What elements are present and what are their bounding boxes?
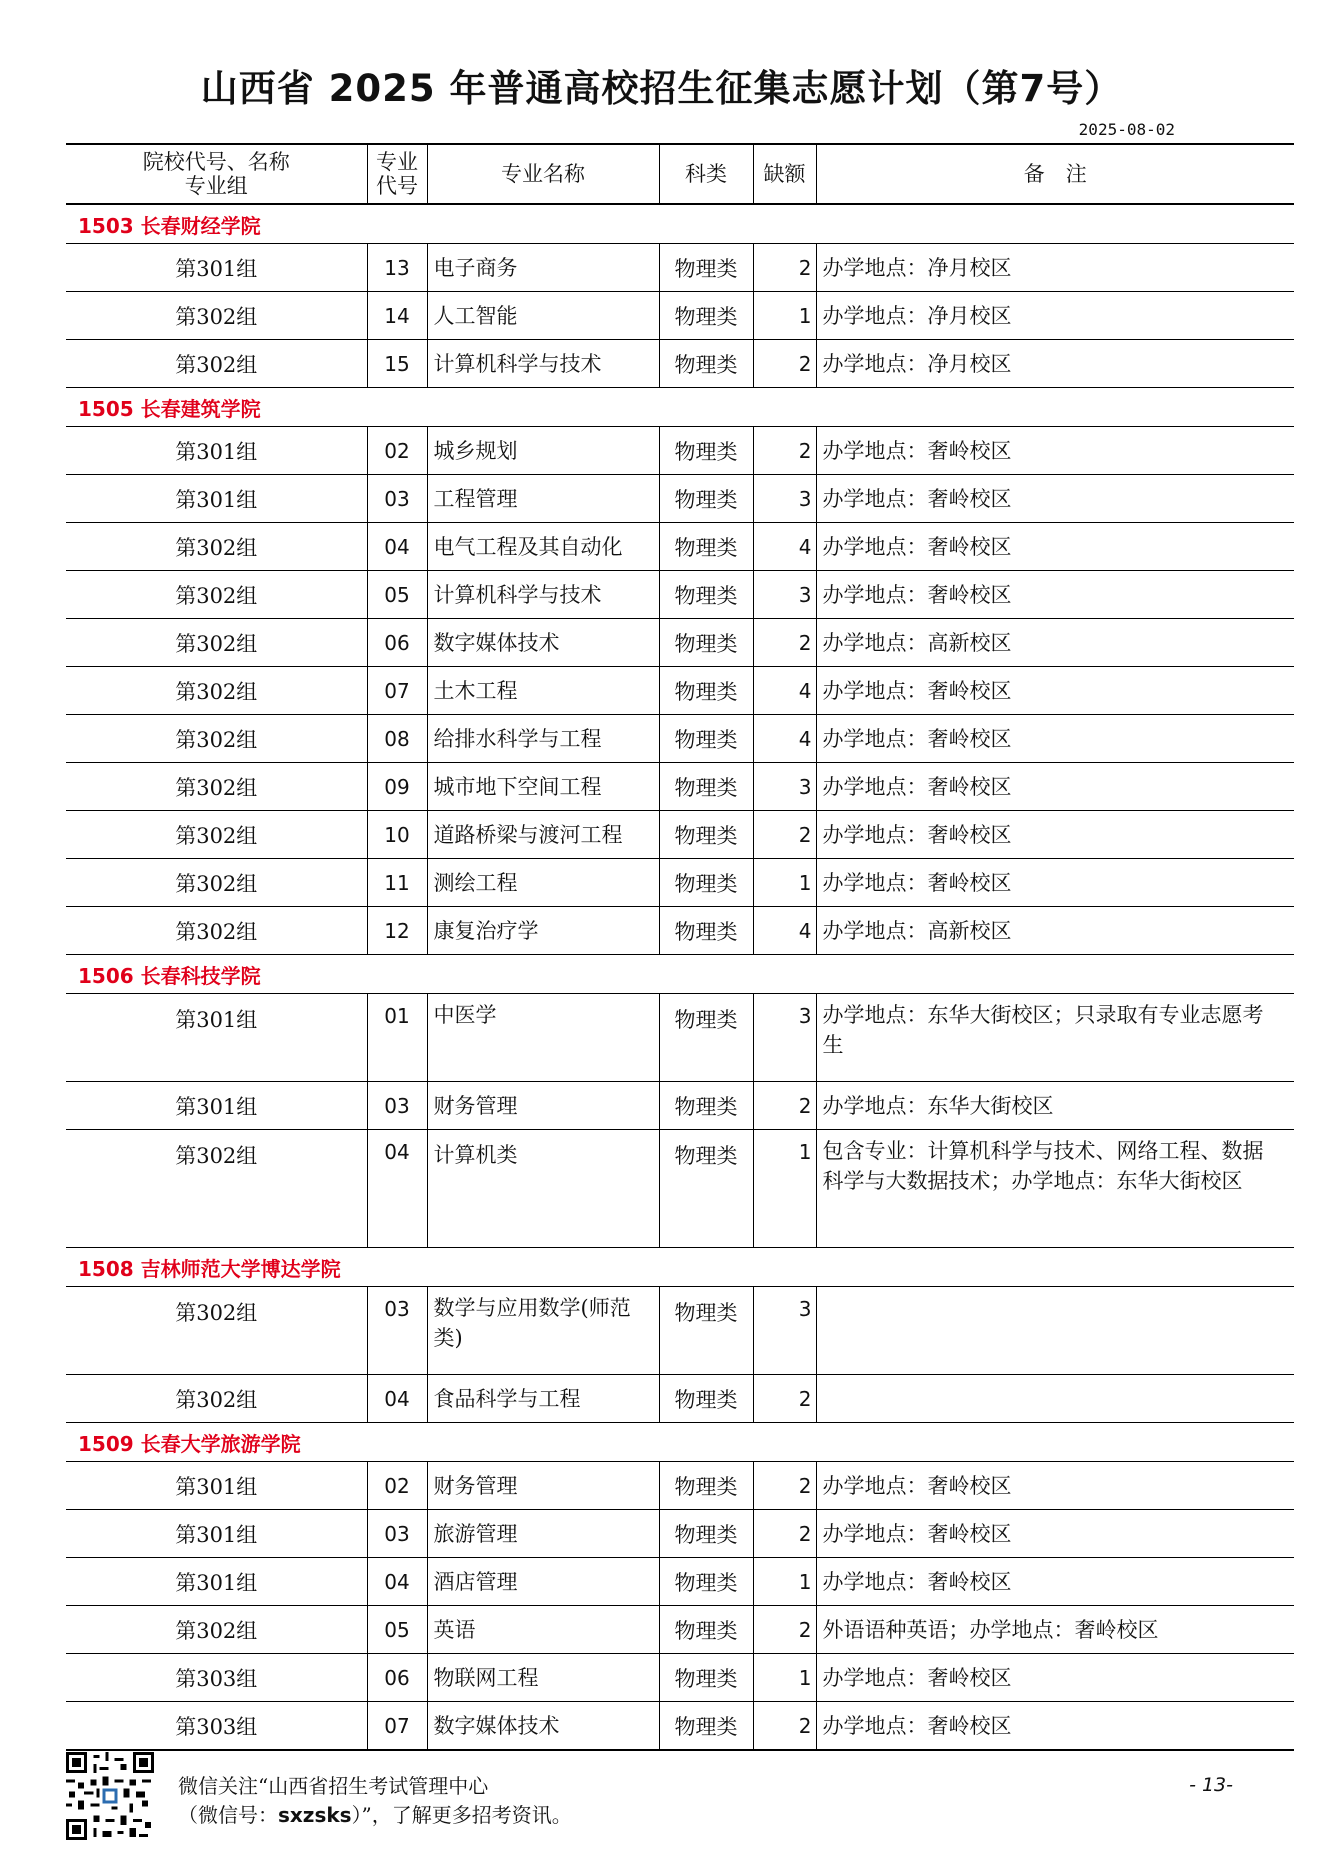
major-code-cell: 02 xyxy=(367,427,427,475)
major-name-cell: 数学与应用数学(师范类) xyxy=(427,1287,659,1375)
note-cell: 办学地点：奢岭校区 xyxy=(816,1462,1294,1510)
subject-type-cell: 物理类 xyxy=(659,1462,753,1510)
major-code-cell: 14 xyxy=(367,292,427,340)
major-code-cell: 06 xyxy=(367,1654,427,1702)
table-row xyxy=(66,1130,1294,1248)
subject-type-cell: 物理类 xyxy=(659,292,753,340)
group-cell: 第303组 xyxy=(66,1654,367,1702)
wechat-id: sxzsks xyxy=(278,1803,352,1827)
quota-cell: 2 xyxy=(753,1606,816,1654)
table-header-row xyxy=(66,144,1294,204)
quota-cell: 3 xyxy=(753,475,816,523)
quota-cell: 3 xyxy=(753,571,816,619)
subject-type-cell: 物理类 xyxy=(659,811,753,859)
school-name: 1503 长春财经学院 xyxy=(66,204,1294,244)
table-row xyxy=(66,244,1294,292)
group-cell: 第302组 xyxy=(66,1375,367,1423)
major-code-cell: 04 xyxy=(367,1130,427,1248)
note-cell xyxy=(816,1287,1294,1375)
group-cell: 第302组 xyxy=(66,811,367,859)
table-row xyxy=(66,811,1294,859)
table-row xyxy=(66,1375,1294,1423)
school-name: 1509 长春大学旅游学院 xyxy=(66,1423,1294,1462)
subject-type-cell: 物理类 xyxy=(659,1702,753,1750)
school-name: 1508 吉林师范大学博达学院 xyxy=(66,1248,1294,1287)
subject-type-cell: 物理类 xyxy=(659,1558,753,1606)
table-row xyxy=(66,571,1294,619)
table-row xyxy=(66,715,1294,763)
quota-cell: 4 xyxy=(753,715,816,763)
table-row xyxy=(66,667,1294,715)
quota-cell: 2 xyxy=(753,1702,816,1750)
subject-type-cell: 物理类 xyxy=(659,763,753,811)
major-code-cell: 15 xyxy=(367,340,427,388)
table-row xyxy=(66,1510,1294,1558)
major-code-cell: 07 xyxy=(367,1702,427,1750)
note-cell: 办学地点：奢岭校区 xyxy=(816,475,1294,523)
group-cell: 第301组 xyxy=(66,427,367,475)
table-row xyxy=(66,859,1294,907)
header-code-line1: 专业 xyxy=(376,149,418,174)
subject-type-cell: 物理类 xyxy=(659,1130,753,1248)
quota-cell: 2 xyxy=(753,244,816,292)
group-cell: 第302组 xyxy=(66,859,367,907)
group-cell: 第301组 xyxy=(66,244,367,292)
quota-cell: 2 xyxy=(753,811,816,859)
major-code-cell: 03 xyxy=(367,1510,427,1558)
group-cell: 第302组 xyxy=(66,619,367,667)
major-code-cell: 07 xyxy=(367,667,427,715)
note-cell: 办学地点：奢岭校区 xyxy=(816,1702,1294,1750)
quota-cell: 2 xyxy=(753,1462,816,1510)
table-bottom-rule xyxy=(66,1749,1294,1751)
quota-cell: 2 xyxy=(753,340,816,388)
note-cell xyxy=(816,1375,1294,1423)
page-title: 山西省 2025 年普通高校招生征集志愿计划（第7号） xyxy=(200,67,1123,110)
plan-table xyxy=(66,143,1294,1750)
major-code-cell: 09 xyxy=(367,763,427,811)
quota-cell: 2 xyxy=(753,1510,816,1558)
table-row xyxy=(66,907,1294,955)
major-code-cell: 11 xyxy=(367,859,427,907)
group-cell: 第302组 xyxy=(66,292,367,340)
group-cell: 第302组 xyxy=(66,907,367,955)
quota-cell: 1 xyxy=(753,292,816,340)
school-heading-row xyxy=(66,1423,1294,1462)
major-name-cell: 城市地下空间工程 xyxy=(427,763,659,811)
quota-cell: 2 xyxy=(753,427,816,475)
major-name-cell: 工程管理 xyxy=(427,475,659,523)
subject-type-cell: 物理类 xyxy=(659,1375,753,1423)
table-row xyxy=(66,1558,1294,1606)
note-cell: 办学地点：东华大街校区；只录取有专业志愿考生 xyxy=(816,994,1294,1082)
table-row xyxy=(66,340,1294,388)
note-cell: 办学地点：奢岭校区 xyxy=(816,811,1294,859)
subject-type-cell: 物理类 xyxy=(659,571,753,619)
major-code-cell: 10 xyxy=(367,811,427,859)
subject-type-cell: 物理类 xyxy=(659,244,753,292)
note-cell: 办学地点：净月校区 xyxy=(816,340,1294,388)
table-row xyxy=(66,292,1294,340)
major-name-cell: 计算机科学与技术 xyxy=(427,340,659,388)
page-number: - 13- xyxy=(1189,1774,1233,1796)
group-cell: 第302组 xyxy=(66,1606,367,1654)
group-cell: 第301组 xyxy=(66,1558,367,1606)
school-name: 1505 长春建筑学院 xyxy=(66,388,1294,427)
major-code-cell: 02 xyxy=(367,1462,427,1510)
major-name-cell: 人工智能 xyxy=(427,292,659,340)
major-code-cell: 12 xyxy=(367,907,427,955)
note-cell: 办学地点：东华大街校区 xyxy=(816,1082,1294,1130)
group-cell: 第302组 xyxy=(66,667,367,715)
major-name-cell: 物联网工程 xyxy=(427,1654,659,1702)
subject-type-cell: 物理类 xyxy=(659,1510,753,1558)
school-heading-row xyxy=(66,1248,1294,1287)
major-name-cell: 计算机类 xyxy=(427,1130,659,1248)
footer-line2-suffix: ）”，了解更多招考资讯。 xyxy=(351,1803,572,1827)
major-name-cell: 财务管理 xyxy=(427,1082,659,1130)
note-cell: 办学地点：奢岭校区 xyxy=(816,427,1294,475)
subject-type-cell: 物理类 xyxy=(659,1606,753,1654)
group-cell: 第303组 xyxy=(66,1702,367,1750)
table-row xyxy=(66,994,1294,1082)
subject-type-cell: 物理类 xyxy=(659,859,753,907)
group-cell: 第302组 xyxy=(66,715,367,763)
major-name-cell: 电气工程及其自动化 xyxy=(427,523,659,571)
subject-type-cell: 物理类 xyxy=(659,715,753,763)
major-code-cell: 13 xyxy=(367,244,427,292)
major-name-cell: 给排水科学与工程 xyxy=(427,715,659,763)
subject-type-cell: 物理类 xyxy=(659,1082,753,1130)
major-name-cell: 电子商务 xyxy=(427,244,659,292)
footer-wechat-notice xyxy=(178,1772,572,1830)
note-cell: 外语语种英语；办学地点：奢岭校区 xyxy=(816,1606,1294,1654)
header-code xyxy=(367,144,427,204)
table-row xyxy=(66,1082,1294,1130)
group-cell: 第301组 xyxy=(66,475,367,523)
footer-line2-prefix: （微信号： xyxy=(178,1803,278,1827)
school-heading-row xyxy=(66,955,1294,994)
subject-type-cell: 物理类 xyxy=(659,340,753,388)
note-cell: 办学地点：高新校区 xyxy=(816,619,1294,667)
table-row xyxy=(66,475,1294,523)
quota-cell: 2 xyxy=(753,1375,816,1423)
group-cell: 第302组 xyxy=(66,571,367,619)
subject-type-cell: 物理类 xyxy=(659,667,753,715)
note-cell: 办学地点：净月校区 xyxy=(816,292,1294,340)
header-code-line2: 代号 xyxy=(376,174,418,198)
major-name-cell: 酒店管理 xyxy=(427,1558,659,1606)
major-name-cell: 康复治疗学 xyxy=(427,907,659,955)
major-name-cell: 道路桥梁与渡河工程 xyxy=(427,811,659,859)
note-cell: 包含专业：计算机科学与技术、网络工程、数据科学与大数据技术；办学地点：东华大街校区 xyxy=(816,1130,1294,1248)
note-cell: 办学地点：奢岭校区 xyxy=(816,667,1294,715)
major-code-cell: 04 xyxy=(367,1375,427,1423)
table-row xyxy=(66,427,1294,475)
group-cell: 第302组 xyxy=(66,340,367,388)
header-school-line1: 院校代号、名称 xyxy=(142,149,290,174)
quota-cell: 3 xyxy=(753,763,816,811)
quota-cell: 3 xyxy=(753,1287,816,1375)
note-cell: 办学地点：高新校区 xyxy=(816,907,1294,955)
quota-cell: 4 xyxy=(753,907,816,955)
major-name-cell: 土木工程 xyxy=(427,667,659,715)
header-school-line2: 专业组 xyxy=(184,174,248,198)
quota-cell: 2 xyxy=(753,1082,816,1130)
group-cell: 第302组 xyxy=(66,523,367,571)
group-cell: 第302组 xyxy=(66,1130,367,1248)
group-cell: 第301组 xyxy=(66,1510,367,1558)
header-school xyxy=(66,144,367,204)
note-cell: 办学地点：奢岭校区 xyxy=(816,763,1294,811)
note-cell: 办学地点：奢岭校区 xyxy=(816,859,1294,907)
subject-type-cell: 物理类 xyxy=(659,994,753,1082)
note-cell: 办学地点：奢岭校区 xyxy=(816,715,1294,763)
major-name-cell: 计算机科学与技术 xyxy=(427,571,659,619)
footer-line2 xyxy=(178,1801,572,1830)
subject-type-cell: 物理类 xyxy=(659,1654,753,1702)
group-cell: 第301组 xyxy=(66,1462,367,1510)
school-heading-row xyxy=(66,204,1294,244)
subject-type-cell: 物理类 xyxy=(659,619,753,667)
major-code-cell: 05 xyxy=(367,1606,427,1654)
major-name-cell: 中医学 xyxy=(427,994,659,1082)
major-code-cell: 03 xyxy=(367,1082,427,1130)
footer-line1: 微信关注“山西省招生考试管理中心 xyxy=(178,1774,489,1798)
subject-type-cell: 物理类 xyxy=(659,1287,753,1375)
table-row xyxy=(66,619,1294,667)
header-type: 科类 xyxy=(659,144,753,204)
note-cell: 办学地点：奢岭校区 xyxy=(816,1558,1294,1606)
major-name-cell: 旅游管理 xyxy=(427,1510,659,1558)
quota-cell: 1 xyxy=(753,859,816,907)
major-code-cell: 08 xyxy=(367,715,427,763)
school-heading-row xyxy=(66,388,1294,427)
major-name-cell: 测绘工程 xyxy=(427,859,659,907)
header-note: 备 注 xyxy=(816,144,1294,204)
note-cell: 办学地点：净月校区 xyxy=(816,244,1294,292)
major-code-cell: 04 xyxy=(367,1558,427,1606)
major-name-cell: 数字媒体技术 xyxy=(427,1702,659,1750)
subject-type-cell: 物理类 xyxy=(659,427,753,475)
table-row xyxy=(66,523,1294,571)
major-name-cell: 食品科学与工程 xyxy=(427,1375,659,1423)
quota-cell: 3 xyxy=(753,994,816,1082)
major-name-cell: 英语 xyxy=(427,1606,659,1654)
major-code-cell: 03 xyxy=(367,1287,427,1375)
note-cell: 办学地点：奢岭校区 xyxy=(816,523,1294,571)
table-row xyxy=(66,1606,1294,1654)
note-cell: 办学地点：奢岭校区 xyxy=(816,1510,1294,1558)
quota-cell: 4 xyxy=(753,523,816,571)
school-name: 1506 长春科技学院 xyxy=(66,955,1294,994)
quota-cell: 1 xyxy=(753,1654,816,1702)
major-code-cell: 04 xyxy=(367,523,427,571)
major-name-cell: 财务管理 xyxy=(427,1462,659,1510)
subject-type-cell: 物理类 xyxy=(659,523,753,571)
major-code-cell: 06 xyxy=(367,619,427,667)
major-code-cell: 05 xyxy=(367,571,427,619)
table-row xyxy=(66,1702,1294,1750)
quota-cell: 4 xyxy=(753,667,816,715)
note-cell: 办学地点：奢岭校区 xyxy=(816,1654,1294,1702)
subject-type-cell: 物理类 xyxy=(659,475,753,523)
major-code-cell: 03 xyxy=(367,475,427,523)
qr-code-icon xyxy=(66,1752,154,1840)
table-row xyxy=(66,1287,1294,1375)
header-major: 专业名称 xyxy=(427,144,659,204)
quota-cell: 1 xyxy=(753,1558,816,1606)
group-cell: 第301组 xyxy=(66,1082,367,1130)
header-quota: 缺额 xyxy=(753,144,816,204)
quota-cell: 2 xyxy=(753,619,816,667)
table-row xyxy=(66,763,1294,811)
subject-type-cell: 物理类 xyxy=(659,907,753,955)
major-name-cell: 数字媒体技术 xyxy=(427,619,659,667)
publish-date: 2025-08-02 xyxy=(1078,120,1175,139)
quota-cell: 1 xyxy=(753,1130,816,1248)
plan-table-body xyxy=(66,204,1294,1750)
group-cell: 第302组 xyxy=(66,763,367,811)
table-row xyxy=(66,1462,1294,1510)
major-name-cell: 城乡规划 xyxy=(427,427,659,475)
group-cell: 第301组 xyxy=(66,994,367,1082)
table-row xyxy=(66,1654,1294,1702)
group-cell: 第302组 xyxy=(66,1287,367,1375)
note-cell: 办学地点：奢岭校区 xyxy=(816,571,1294,619)
major-code-cell: 01 xyxy=(367,994,427,1082)
